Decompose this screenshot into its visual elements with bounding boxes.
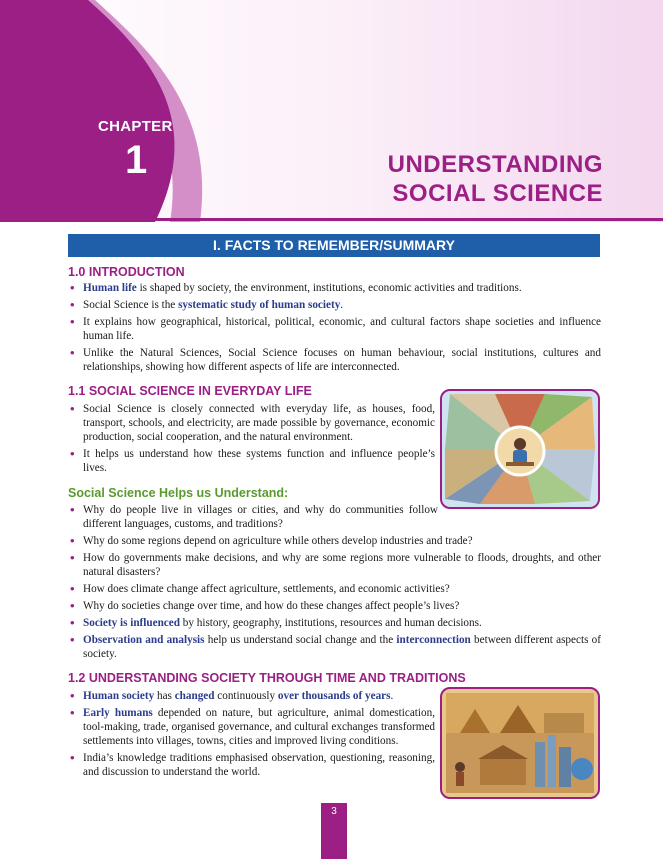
- time-traditions-list: [68, 689, 435, 782]
- list-item: • Social Science is closely connected with everyday life, as houses, food, transport, schools, and electricity, are made possible by governance, economic production, social cooperation, and the natural environment.: [68, 402, 435, 444]
- list-item: • It explains how geographical, historical, political, economic, and cultural factors shape societies and influence human life.: [68, 315, 601, 343]
- history-illustration: [440, 687, 600, 799]
- list-item: • Society is influenced by history, geography, institutions, resources and human decisions.: [68, 616, 601, 630]
- list-item: • Why do people live in villages or cities, and why do communities follow different languages, customs, and traditions?: [68, 503, 438, 531]
- list-item: • Why do societies change over time, and how do these changes affect people’s lives?: [68, 599, 601, 613]
- page-number: 3: [321, 803, 347, 859]
- everyday-life-illustration: [440, 389, 600, 509]
- list-item: • Human society has changed continuously over thousands of years.: [68, 689, 435, 703]
- section-heading-1-2: 1.2 UNDERSTANDING SOCIETY THROUGH TIME AND TRADITIONS: [68, 671, 466, 685]
- chapter-label: CHAPTER: [98, 118, 173, 135]
- chapter-tab-shape: [0, 0, 260, 222]
- section-heading-1-1: 1.1 SOCIAL SCIENCE IN EVERYDAY LIFE: [68, 384, 312, 398]
- everyday-list: [68, 402, 435, 478]
- list-item: • Why do some regions depend on agriculture while others develop industries and trade?: [68, 534, 601, 548]
- summary-banner: I. FACTS TO REMEMBER/SUMMARY: [68, 234, 600, 257]
- intro-list: [68, 281, 601, 377]
- list-item: • It helps us understand how these systems function and influence people’s lives.: [68, 447, 435, 475]
- list-item: • Early humans depended on nature, but agriculture, animal domestication, tool-making, trade, organised governance, and cultural exchanges transformed settlements into villages, towns, cities and improved living conditions.: [68, 706, 435, 748]
- subheading-helps-understand: Social Science Helps us Understand:: [68, 486, 289, 500]
- list-item: • How do governments make decisions, and why are some regions more vulnerable to floods, droughts, and other natural disasters?: [68, 551, 601, 579]
- list-item: • Human life is shaped by society, the environment, institutions, economic activities and traditions.: [68, 281, 601, 295]
- section-heading-1-0: 1.0 INTRODUCTION: [68, 265, 185, 279]
- chapter-title-line1: UNDERSTANDING: [387, 151, 603, 178]
- header-divider: [0, 218, 663, 221]
- chapter-number: 1: [125, 138, 148, 182]
- chapter-title-line2: SOCIAL SCIENCE: [392, 180, 603, 207]
- list-item: • Observation and analysis help us understand social change and the interconnection between different aspects of society.: [68, 633, 601, 661]
- questions-list: [68, 503, 601, 664]
- list-item: • How does climate change affect agriculture, settlements, and economic activities?: [68, 582, 601, 596]
- chapter-title: [388, 150, 603, 208]
- list-item: • India’s knowledge traditions emphasised observation, questioning, reasoning, and discussion to understand the world.: [68, 751, 435, 779]
- list-item: • Unlike the Natural Sciences, Social Science focuses on human behaviour, social institutions, cultures and relationships, showing how different aspects of life are interconnected.: [68, 346, 601, 374]
- list-item: • Social Science is the systematic study of human society.: [68, 298, 601, 312]
- chapter-header: [0, 0, 663, 222]
